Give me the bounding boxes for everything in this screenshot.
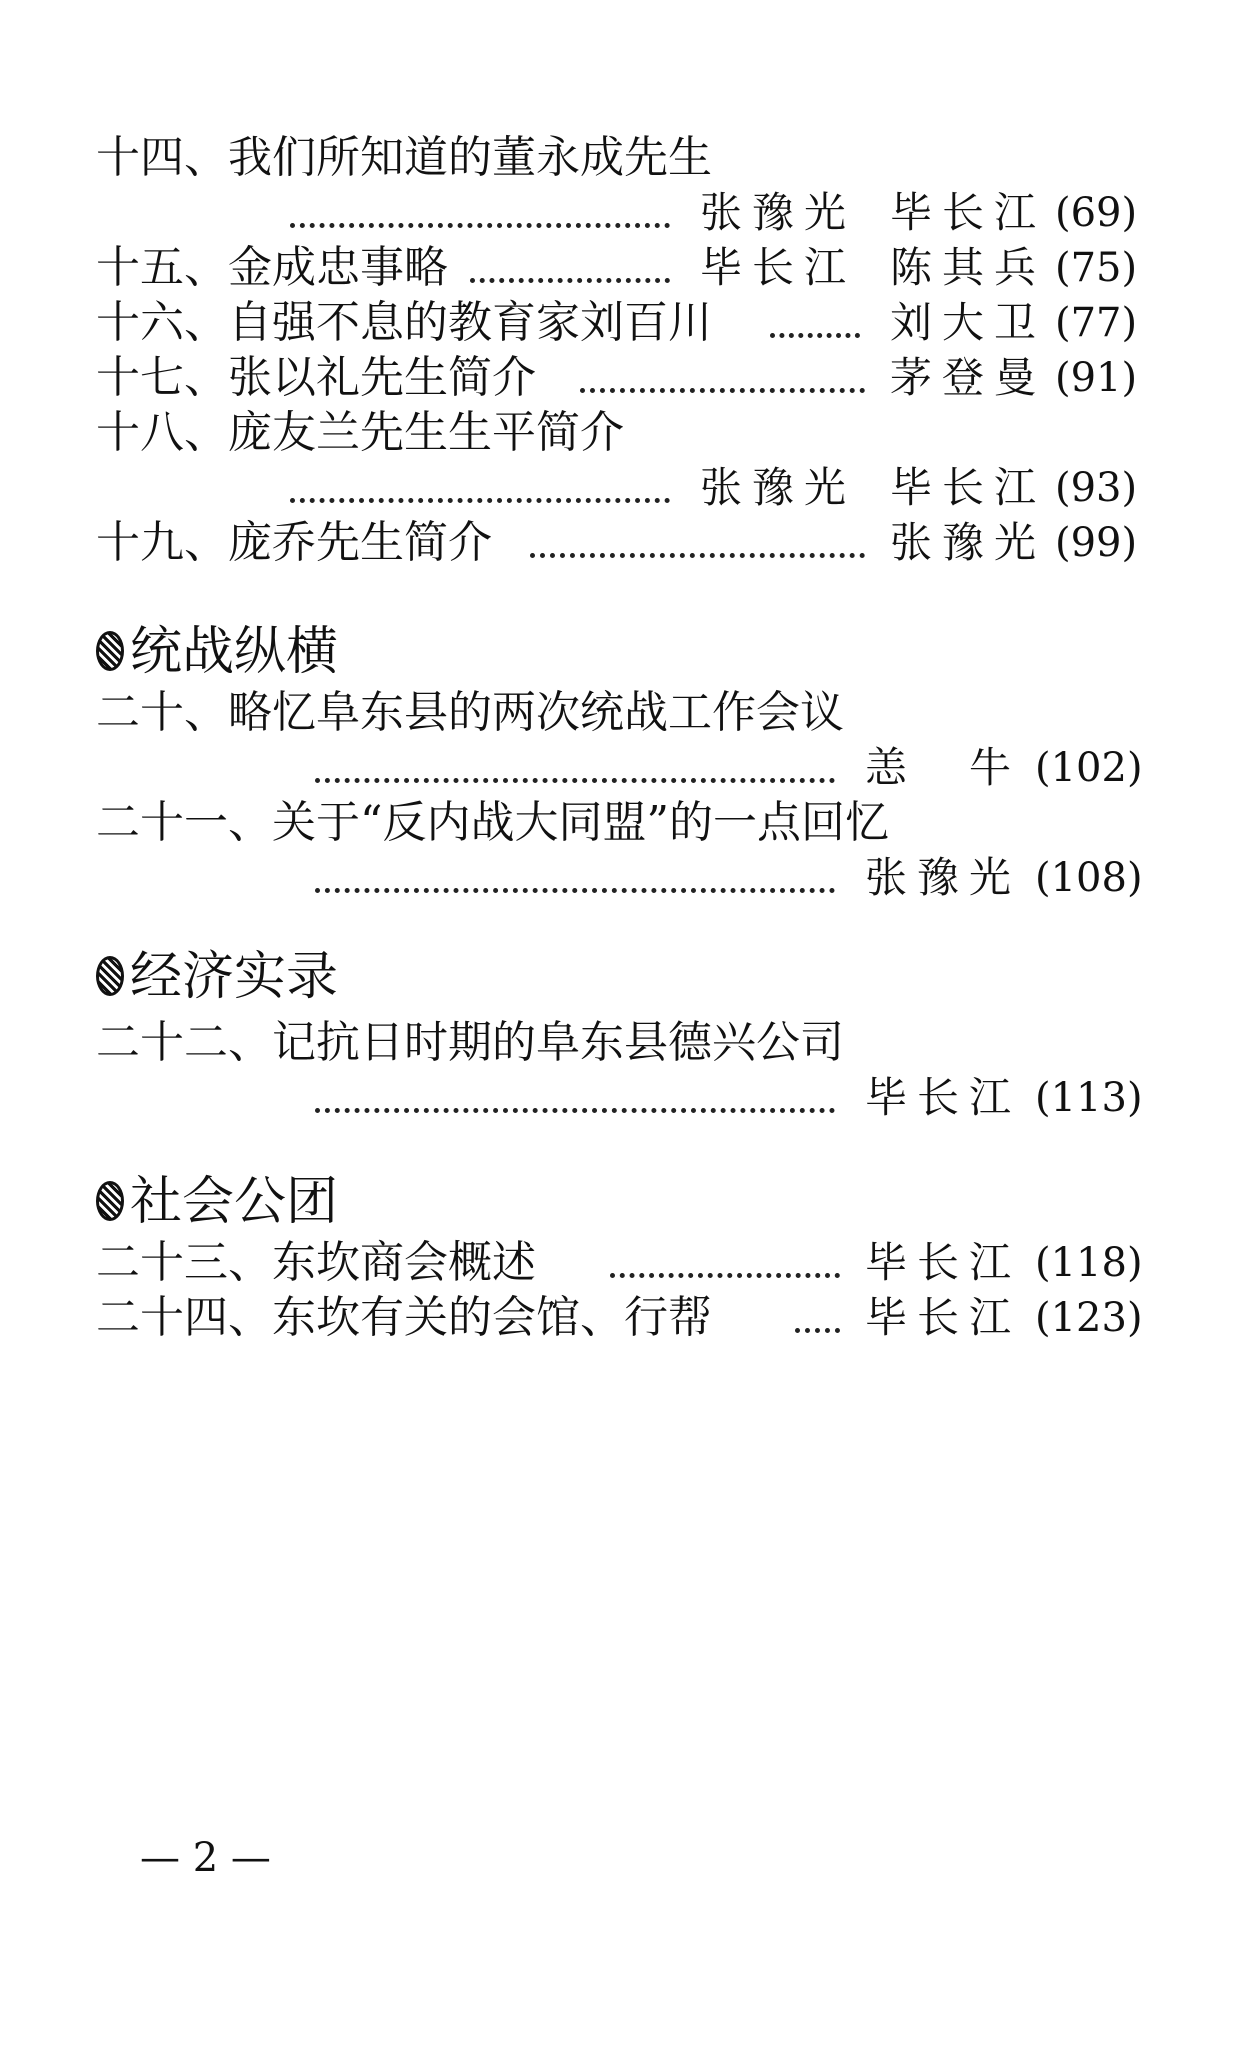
toc-entry-author: 陈其兵 (890, 243, 1047, 292)
leader-dots (315, 850, 835, 906)
toc-entry-title: 十四、我们所知道的董永成先生 (96, 132, 712, 183)
section-heading (96, 945, 338, 1009)
section-marker-icon (96, 631, 124, 671)
toc-entry-page: (77) (1055, 300, 1138, 346)
toc-entry-page: (123) (1035, 1295, 1143, 1341)
leader-dots (610, 1235, 840, 1291)
toc-entry-author: 毕长江 (865, 1293, 1022, 1342)
toc-entry-page: (118) (1035, 1240, 1143, 1286)
toc-entry-title: 二十三、东坎商会概述 (96, 1237, 536, 1288)
toc-entry-author: 张豫光 (865, 853, 1022, 902)
toc-entry-page: (93) (1055, 465, 1138, 511)
toc-entry-title: 二十、略忆阜东县的两次统战工作会议 (96, 687, 844, 738)
toc-entry-title: 十七、张以礼先生简介 (96, 352, 536, 403)
toc-entry-page: (91) (1055, 355, 1138, 401)
toc-entry-page: (113) (1035, 1075, 1143, 1121)
leader-dots (315, 740, 835, 796)
section-heading (96, 620, 338, 684)
toc-entry-title: 二十一、关于“反内战大同盟”的一点回忆 (96, 797, 889, 848)
leader-dots (315, 1070, 835, 1126)
toc-entry-author: 毕长江 (700, 243, 857, 292)
toc-entry-author: 茅登曼 (890, 353, 1047, 402)
toc-entry-author: 毕长江 (865, 1238, 1022, 1287)
toc-entry-author: 毕长江 (890, 463, 1047, 512)
toc-entry-author: 毕长江 (865, 1073, 1022, 1122)
section-marker-icon (96, 956, 124, 996)
leader-dots (290, 460, 670, 516)
section-title: 统战纵横 (130, 622, 339, 682)
toc-entry-title: 二十二、记抗日时期的阜东县德兴公司 (96, 1017, 844, 1068)
toc-entry-page: (102) (1035, 745, 1143, 791)
toc-entry-author: 张豫光 (700, 463, 857, 512)
page-number: — 2 — (140, 1835, 271, 1881)
toc-entry-author: 毕长江 (890, 188, 1047, 237)
toc-entry-page: (69) (1055, 190, 1138, 236)
leader-dots (290, 185, 670, 241)
leader-dots (530, 515, 865, 571)
toc-entry-title: 十八、庞友兰先生生平简介 (96, 407, 624, 458)
leader-dots (470, 240, 670, 296)
toc-entry-page: (99) (1055, 520, 1138, 566)
toc-entry-title: 十九、庞乔先生简介 (96, 517, 492, 568)
section-marker-icon (96, 1181, 124, 1221)
section-heading (96, 1170, 338, 1234)
leader-dots (580, 350, 865, 406)
toc-entry-author: 恙 牛 (865, 743, 1022, 792)
toc-entry-author: 张豫光 (890, 518, 1047, 567)
toc-entry-title: 二十四、东坎有关的会馆、行帮 (96, 1292, 712, 1343)
toc-entry-page: (75) (1055, 245, 1138, 291)
toc-entry-title: 十五、金成忠事略 (96, 242, 448, 293)
toc-entry-page: (108) (1035, 855, 1143, 901)
section-title: 社会公团 (130, 1172, 339, 1232)
toc-entry-author: 刘大卫 (890, 298, 1047, 347)
leader-dots (770, 295, 860, 351)
toc-entry-title: 十六、自强不息的教育家刘百川 (96, 297, 712, 348)
leader-dots (795, 1290, 840, 1346)
toc-entry-author: 张豫光 (700, 188, 857, 237)
section-title: 经济实录 (130, 947, 339, 1007)
